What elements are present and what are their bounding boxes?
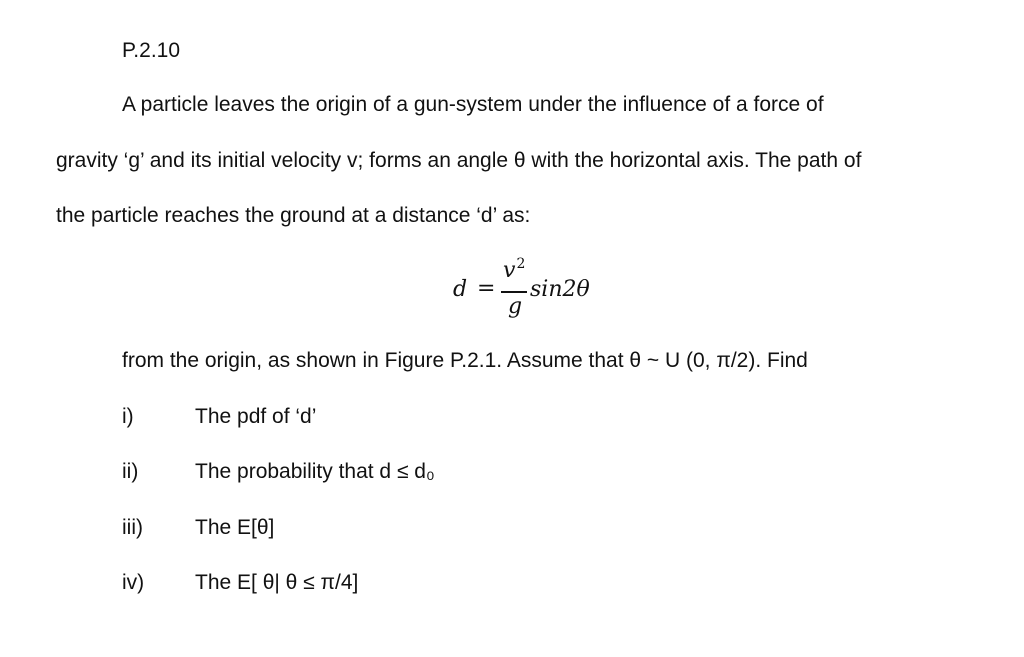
list-item-marker: iv): [122, 571, 145, 594]
numerator-variable: v: [503, 258, 516, 283]
list-item-text: The E[ θ| θ ≤ π/4]: [195, 571, 359, 594]
problem-text-line-1: A particle leaves the origin of a gun-system under the influence of a force of: [122, 93, 824, 116]
equation-rhs: sin2θ: [530, 277, 590, 302]
problem-text-line-3: the particle reaches the ground at a distance ‘d’ as:: [56, 204, 531, 227]
problem-text-after-equation: from the origin, as shown in Figure P.2.1. Assume that θ ~ U (0, π/2). Find: [122, 349, 808, 372]
list-item-text: The pdf of ‘d’: [195, 405, 317, 428]
list-item-marker: iii): [122, 516, 143, 539]
equation-equals-sign: =: [477, 276, 496, 301]
problem-text-line-2: gravity ‘g’ and its initial velocity v; forms an angle θ with the horizontal axis. The path of: [56, 149, 862, 172]
list-item-text: The probability that d ≤ d₀: [195, 460, 435, 483]
fraction-bar: [501, 291, 527, 293]
list-item-marker: ii): [122, 460, 139, 483]
list-item-marker: i): [122, 405, 134, 428]
equation-denominator: g: [508, 294, 523, 319]
equation-fraction: [501, 256, 527, 326]
equation-lhs: d: [453, 277, 468, 302]
list-item-text: The E[θ]: [195, 516, 275, 539]
problem-label: P.2.10: [122, 39, 181, 62]
equation-numerator: [503, 256, 525, 283]
numerator-exponent: 2: [516, 256, 526, 272]
